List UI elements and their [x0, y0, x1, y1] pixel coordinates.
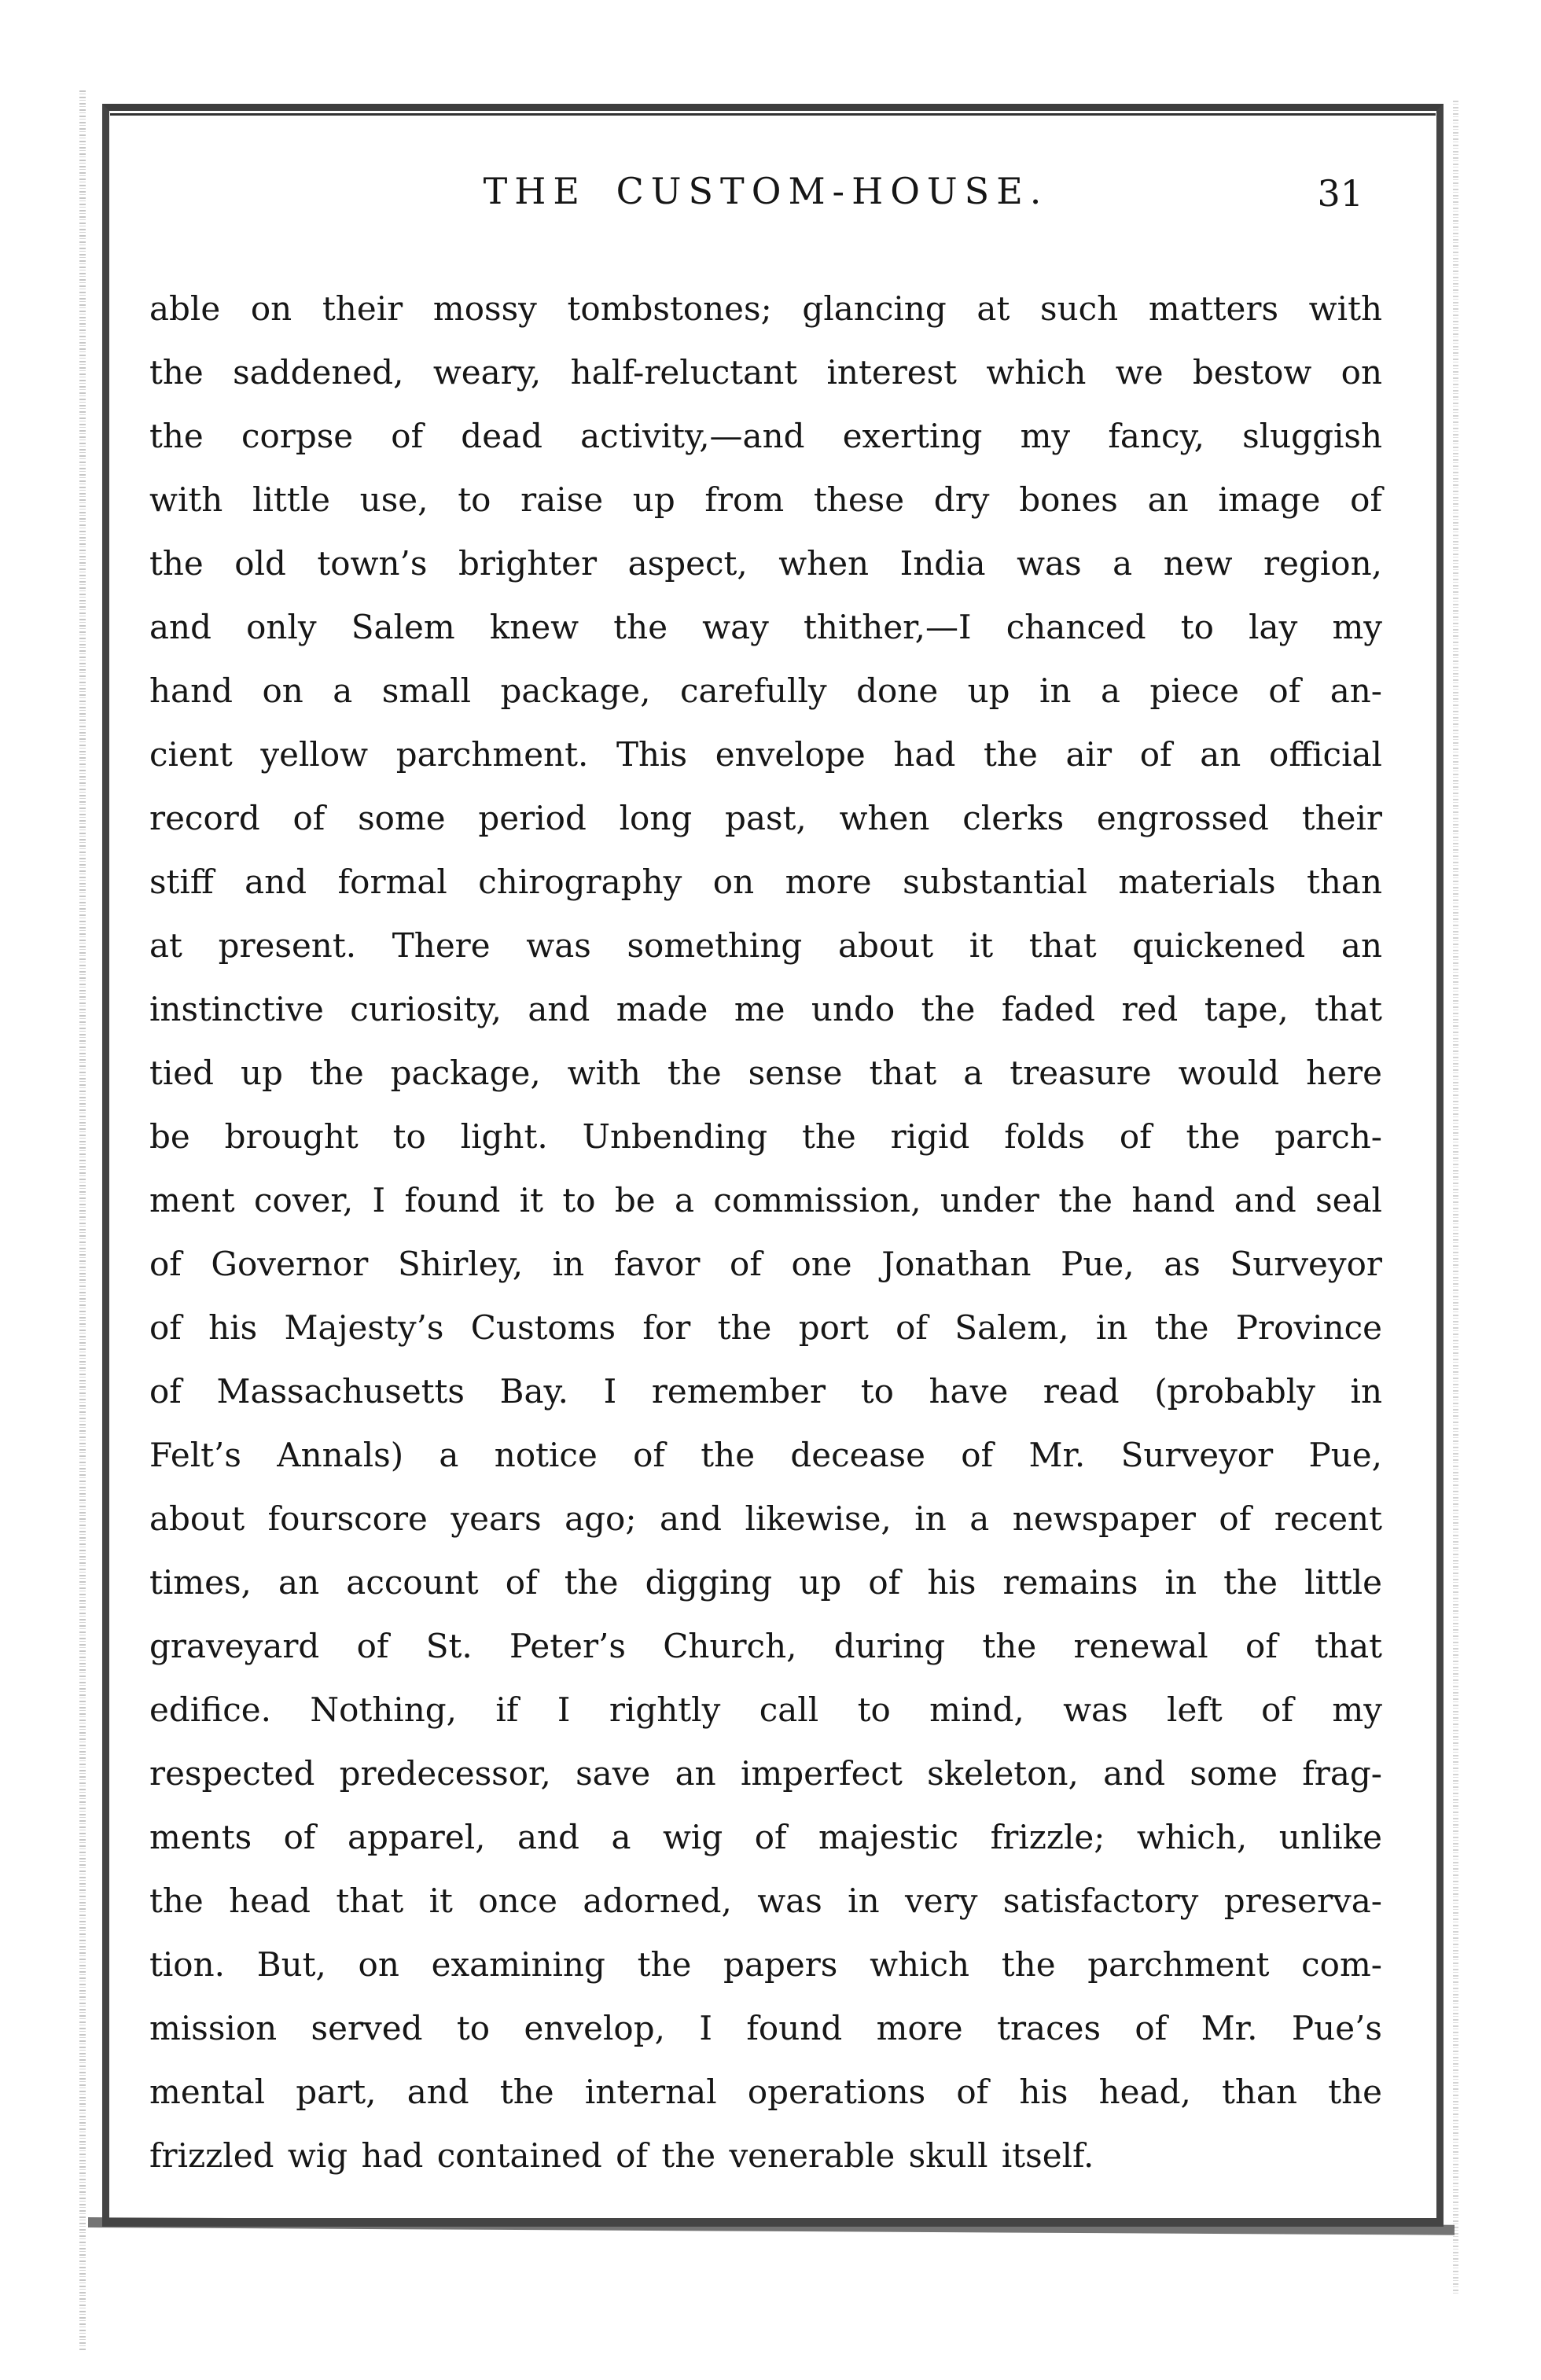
body-text-block — [149, 277, 1382, 2187]
body-line: record of some period long past, when clerks engrossed their — [149, 799, 1382, 837]
body-line: times, an account of the digging up of his remains in the little — [149, 1563, 1382, 1602]
body-line: the old town’s brighter aspect, when India was a new region, — [149, 544, 1382, 583]
body-line: hand on a small package, carefully done up in a piece of an- — [149, 671, 1382, 710]
body-line: cient yellow parchment. This envelope had the air of an official — [149, 735, 1382, 774]
body-line: of Governor Shirley, in favor of one Jonathan Pue, as Surveyor — [149, 1245, 1382, 1283]
body-line: frizzled wig had contained of the venerable skull itself. — [149, 2136, 1094, 2175]
body-line: graveyard of St. Peter’s Church, during the renewal of that — [149, 1627, 1382, 1665]
body-line: of his Majesty’s Customs for the port of Salem, in the Province — [149, 1308, 1382, 1347]
body-line: the saddened, weary, half-reluctant interest which we bestow on — [149, 353, 1382, 392]
body-line: ments of apparel, and a wig of majestic frizzle; which, unlike — [149, 1818, 1382, 1856]
body-line: the corpse of dead activity,—and exerting my fancy, sluggish — [149, 417, 1382, 455]
running-head-title: THE CUSTOM-HOUSE. — [483, 170, 1049, 212]
body-line: ment cover, I found it to be a commission, under the hand and seal — [149, 1181, 1382, 1219]
body-line: mission served to envelop, I found more traces of Mr. Pue’s — [149, 2009, 1382, 2047]
page-number: 31 — [1317, 172, 1363, 215]
body-line: the head that it once adorned, was in very satisfactory preserva- — [149, 1882, 1382, 1920]
body-line: Felt’s Annals) a notice of the decease of Mr. Surveyor Pue, — [149, 1436, 1382, 1474]
body-line: of Massachusetts Bay. I remember to have read (probably in — [149, 1372, 1382, 1411]
body-line: be brought to light. Unbending the rigid folds of the parch- — [149, 1117, 1382, 1156]
scan-edge-noise-left — [79, 90, 86, 2351]
body-line: stiff and formal chirography on more substantial materials than — [149, 863, 1382, 901]
body-line: edifice. Nothing, if I rightly call to mind, was left of my — [149, 1690, 1382, 1729]
body-line: tion. But, on examining the papers which the parchment com- — [149, 1945, 1382, 1984]
scan-edge-noise-right — [1453, 101, 1458, 2294]
body-line: respected predecessor, save an imperfect skeleton, and some frag- — [149, 1754, 1382, 1793]
body-line: instinctive curiosity, and made me undo the faded red tape, that — [149, 990, 1382, 1028]
body-line: and only Salem knew the way thither,—I chanced to lay my — [149, 608, 1382, 646]
body-line: with little use, to raise up from these dry bones an image of — [149, 480, 1382, 519]
body-line: able on their mossy tombstones; glancing at such matters with — [149, 289, 1382, 328]
body-line: at present. There was something about it that quickened an — [149, 926, 1382, 965]
body-line: tied up the package, with the sense that a treasure would here — [149, 1054, 1382, 1092]
body-line: about fourscore years ago; and likewise, in a newspaper of recent — [149, 1499, 1382, 1538]
body-line: mental part, and the internal operations of his head, than the — [149, 2073, 1382, 2111]
